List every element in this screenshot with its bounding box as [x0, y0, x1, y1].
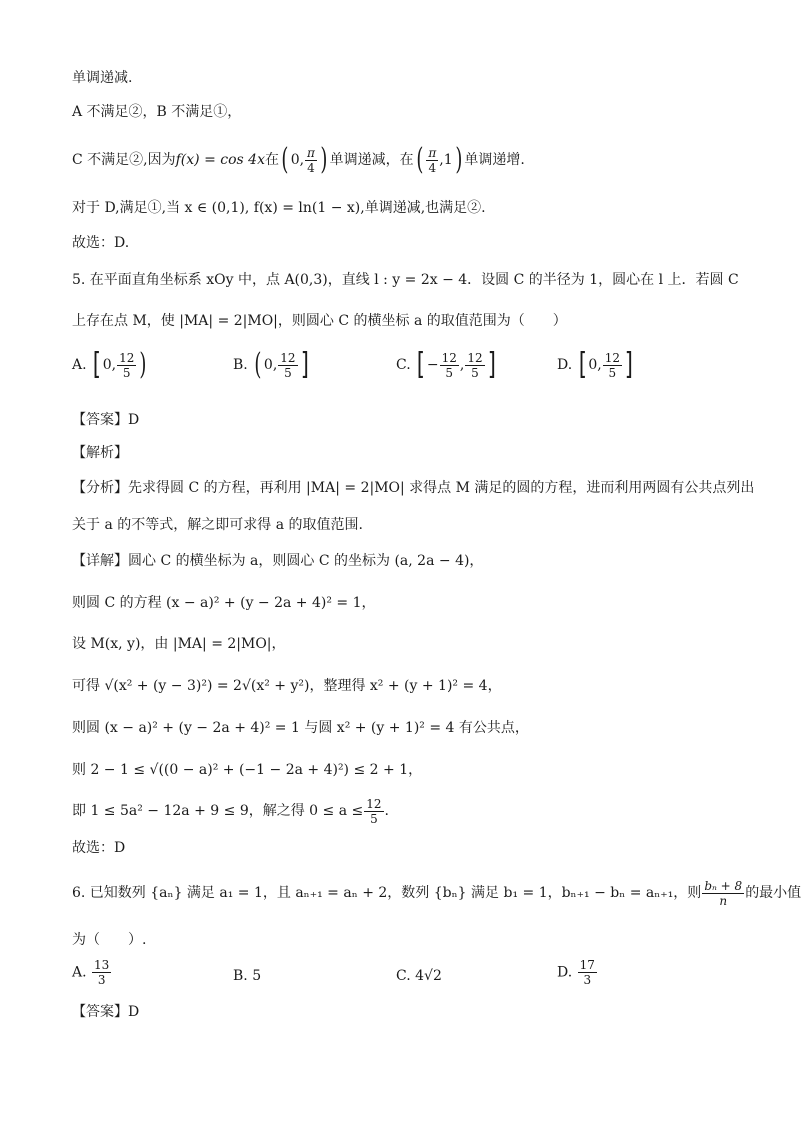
detail-text: 【详解】圆心 C 的横坐标为 a，则圆心 C 的坐标为 (a, 2a − 4)， [72, 553, 484, 569]
text-segment: 单调递减，在 [329, 152, 414, 168]
option-c: C. [ − $\frac{12}{5}$ , $\frac{12}{5}$ ] [396, 347, 496, 382]
detail-text: 设 M(x, y)，由 |MA| = 2|MO|， [72, 636, 286, 652]
detail-text: 则 2 − 1 ≤ √((0 − a)² + (−1 − 2a + 4)²) ≤ 2 + 1， [72, 762, 423, 778]
question-stem: 上存在点 M，使 |MA| = 2|MO|，则圆心 C 的横坐标 a 的取值范围为（ ） [72, 313, 567, 329]
text-segment: 在 [264, 152, 279, 168]
option-c: C. 4√2 [396, 968, 442, 984]
option-a: A. [ 0, $\frac{12}{5}$ ) [72, 347, 147, 382]
text-line: 对于 D,满足①,当 x ∈ (0,1), f(x) = ln(1 − x),单调递减,也满足②. [72, 200, 486, 216]
text-line: 故选：D. [72, 235, 130, 251]
text-line: A 不满足②，B 不满足①， [72, 104, 242, 120]
text-segment: 单调递增. [464, 152, 525, 168]
analysis-text: 关于 a 的不等式，解之即可求得 a 的取值范围. [72, 517, 363, 533]
formula: ,1 [439, 152, 453, 168]
detail-text: 则圆 C 的方程 (x − a)² + (y − 2a + 4)² = 1， [72, 595, 376, 611]
option-b: B. ( 0, $\frac{12}{5}$ ] [233, 347, 309, 382]
answer: 【答案】D [72, 412, 140, 428]
option-b: B. 5 [233, 968, 262, 984]
question-stem: 5. 在平面直角坐标系 xOy 中，点 A(0,3)，直线 l : y = 2x − 4．设圆 C 的半径为 1，圆心在 l 上．若圆 C [72, 272, 739, 288]
detail-text: 则圆 (x − a)² + (y − 2a + 4)² = 1 与圆 x² + (y + 1)² = 4 有公共点， [72, 720, 529, 736]
analysis-text: 【分析】先求得圆 C 的方程，再利用 |MA| = 2|MO| 求得点 M 满足的圆的方程，进而利用两圆有公共点列出 [72, 480, 755, 496]
fraction: $\frac{\text{bₙ + 8}}{n}$ [704, 878, 743, 908]
fraction: $\frac{12}{5}$ [366, 796, 382, 826]
formula: f(x) = cos 4x [175, 152, 265, 168]
detail-text: 即 1 ≤ 5a² − 12a + 9 ≤ 9，解之得 0 ≤ a ≤ $\frac{12}{5}$ . [72, 796, 389, 826]
analysis-heading: 【解析】 [72, 445, 128, 461]
fraction: $\frac{\pi}{4}$ [428, 145, 437, 175]
fraction: $\frac{\pi}{4}$ [307, 145, 315, 175]
question-stem: 6. 已知数列 {aₙ} 满足 a₁ = 1，且 aₙ₊₁ = aₙ + 2，数列 {bₙ} 满足 b₁ = 1，bₙ₊₁ − bₙ = aₙ₊₁，则 $\frac{\text{bₙ + 8}}{n}$ 的最小值 [72, 878, 801, 908]
formula: 0, [290, 152, 305, 168]
answer: 【答案】D [72, 1004, 140, 1020]
text-line: 单调递减. [72, 70, 133, 86]
answer-choice: 故选：D [72, 840, 126, 856]
text-line: C 不满足②,因为f(x) = cos 4x在( 0, $\frac{\pi}{4}$ ) 单调递减，在( $\frac{\pi}{4}$ ,1) 单调递增. [72, 142, 525, 177]
detail-text: 可得 √(x² + (y − 3)²) = 2√(x² + y²)，整理得 x² + (y + 1)² = 4， [72, 678, 502, 694]
text-segment: C 不满足②,因为 [72, 152, 176, 168]
option-a: A. $\frac{13}{3}$ [72, 958, 110, 987]
option-d: D. [ 0, $\frac{12}{5}$ ] [557, 347, 633, 382]
option-d: D. $\frac{17}{3}$ [557, 958, 595, 987]
question-stem: 为（ ）. [72, 932, 147, 948]
